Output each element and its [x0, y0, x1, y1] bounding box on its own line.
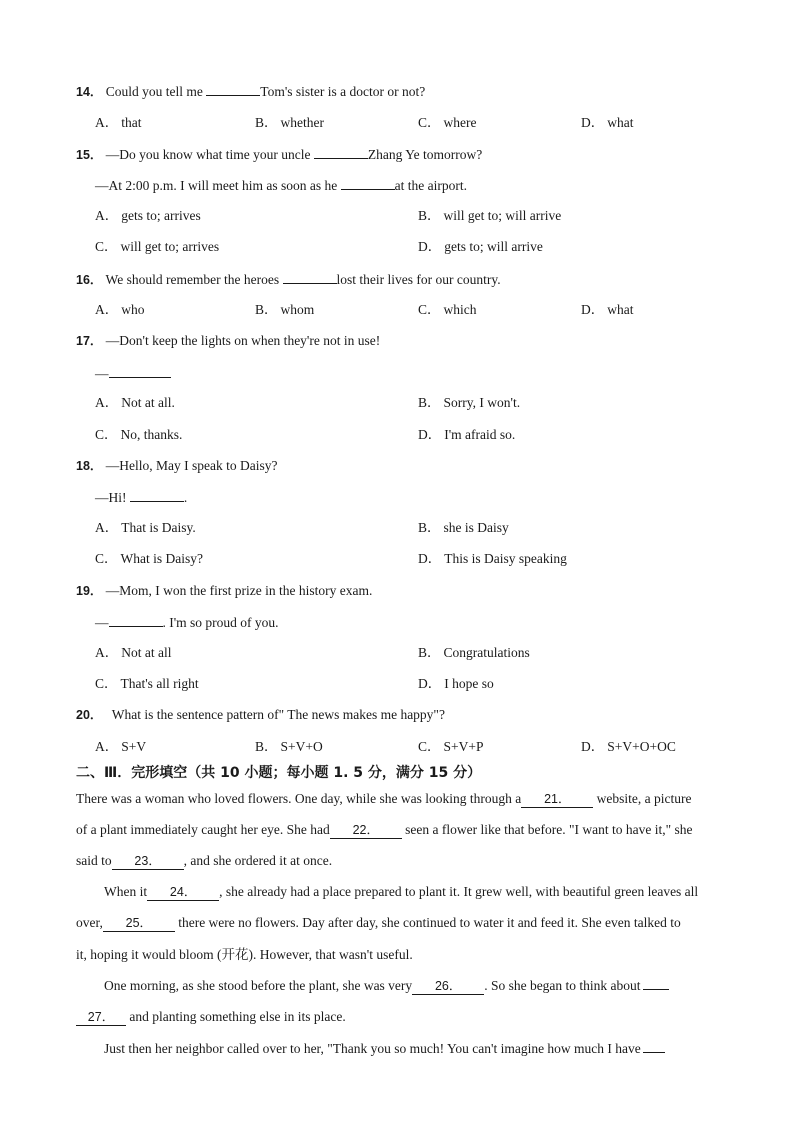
- option-a[interactable]: A． that: [95, 115, 142, 130]
- options-14: [0, 113, 794, 133]
- question-18-line2: —Hi! .: [95, 487, 187, 507]
- option-c[interactable]: C． where: [418, 115, 477, 130]
- options-17-cd: [0, 425, 794, 445]
- cloze-blank-22[interactable]: 22．: [330, 822, 402, 839]
- option-d[interactable]: D． I hope so: [418, 676, 494, 691]
- option-d[interactable]: D． what: [581, 302, 634, 317]
- question-text: Zhang Ye tomorrow?: [367, 147, 483, 162]
- options-19-cd: [0, 674, 794, 694]
- passage-line: said to 23． , and she ordered it at once.: [76, 853, 333, 868]
- question-15: [76, 144, 482, 164]
- cloze-blank-24[interactable]: 24．: [147, 884, 219, 901]
- option-c[interactable]: C． No, thanks.: [95, 427, 183, 442]
- option-c[interactable]: C． What is Daisy?: [95, 551, 203, 566]
- question-15-line2: —At 2:00 p.m. I will meet him as soon as he at the airport.: [95, 175, 467, 195]
- options-18-cd: [0, 549, 794, 569]
- passage-line: Just then her neighbor called over to her, "Thank you so much! You can't imagine how much I have: [104, 1039, 746, 1059]
- option-a[interactable]: A． Not at all: [95, 645, 172, 660]
- question-17: 17． —Don't keep the lights on when they're not in use!: [76, 333, 381, 348]
- answer-blank: [341, 175, 395, 190]
- option-c[interactable]: C． which: [418, 302, 477, 317]
- question-number: 17．: [76, 334, 103, 348]
- question-17-line2: —: [95, 363, 171, 383]
- options-15-ab: [0, 206, 794, 226]
- question-number: 16．: [76, 273, 103, 287]
- question-number: 19．: [76, 584, 103, 598]
- question-14: [76, 81, 425, 101]
- answer-blank: [109, 612, 163, 627]
- option-a[interactable]: A． S+V: [95, 739, 147, 754]
- option-a[interactable]: A． who: [95, 302, 145, 317]
- answer-blank: [206, 81, 260, 96]
- cloze-blank-27[interactable]: 27．: [76, 1009, 126, 1026]
- option-d[interactable]: D． gets to; will arrive: [418, 239, 543, 254]
- options-16: [0, 300, 794, 320]
- option-d[interactable]: D． S+V+O+OC: [581, 739, 676, 754]
- option-b[interactable]: B． whom: [255, 302, 315, 317]
- question-19-line2: — . I'm so proud of you.: [95, 612, 279, 632]
- question-text: —Do you know what time your uncle: [105, 147, 314, 162]
- question-number: 20．: [76, 708, 103, 722]
- answer-blank: [130, 487, 184, 502]
- option-b[interactable]: B． she is Daisy: [418, 520, 509, 535]
- option-d[interactable]: D． I'm afraid so.: [418, 427, 516, 442]
- answer-blank: [314, 144, 368, 159]
- section-heading: 二、Ⅲ．完形填空（共 10 小题；每小题 1. 5 分，满分 15 分）: [76, 765, 482, 781]
- option-b[interactable]: B． S+V+O: [255, 739, 323, 754]
- options-17-ab: [0, 393, 794, 413]
- option-c[interactable]: C． S+V+P: [418, 739, 484, 754]
- cloze-blank-21[interactable]: 21．: [521, 791, 593, 808]
- option-c[interactable]: C． will get to; arrives: [95, 239, 220, 254]
- option-b[interactable]: B． whether: [255, 115, 324, 130]
- option-b[interactable]: B． will get to; will arrive: [418, 208, 562, 223]
- option-a[interactable]: A． gets to; arrives: [95, 208, 201, 223]
- passage-line: 27． and planting something else in its place.: [76, 1007, 746, 1027]
- cloze-blank-25[interactable]: 25．: [103, 915, 175, 932]
- option-c[interactable]: C． That's all right: [95, 676, 199, 691]
- options-19-ab: [0, 643, 794, 663]
- question-text: Could you tell me: [105, 84, 207, 99]
- options-18-ab: [0, 518, 794, 538]
- options-15-cd: [0, 237, 794, 257]
- question-number: 14．: [76, 85, 103, 99]
- question-18: 18． —Hello, May I speak to Daisy?: [76, 458, 278, 473]
- answer-blank: [283, 269, 337, 284]
- question-text: Tom's sister is a doctor or not?: [260, 84, 426, 99]
- question-number: 18．: [76, 459, 103, 473]
- passage-line: When it 24． , she already had a place prepared to plant it. It grew well, with beautiful green leaves all: [104, 884, 699, 899]
- option-b[interactable]: B． Sorry, I won't.: [418, 395, 521, 410]
- options-20: [0, 737, 794, 757]
- option-d[interactable]: D． This is Daisy speaking: [418, 551, 567, 566]
- cloze-blank-26[interactable]: 26．: [412, 978, 484, 995]
- question-20: 20． What is the sentence pattern of" The news makes me happy"?: [76, 707, 445, 722]
- question-19: 19． —Mom, I won the first prize in the history exam.: [76, 583, 373, 598]
- passage-line: it, hoping it would bloom (开花). However, that wasn't useful.: [76, 947, 413, 962]
- passage-line: over, 25． there were no flowers. Day after day, she continued to water it and feed it. She even talked to: [76, 915, 681, 930]
- option-a[interactable]: A． Not at all.: [95, 395, 175, 410]
- cloze-blank-28-start: [643, 1052, 665, 1053]
- passage-line: of a plant immediately caught her eye. She had 22． seen a flower like that before. "I want to have it," she: [76, 822, 693, 837]
- passage-line: There was a woman who loved flowers. One day, while she was looking through a 21． website, a picture: [76, 791, 692, 806]
- cloze-blank-27-start: [643, 989, 669, 990]
- question-16: 16． We should remember the heroes lost their lives for our country.: [76, 269, 501, 289]
- option-d[interactable]: D． what: [581, 115, 634, 130]
- option-b[interactable]: B． Congratulations: [418, 645, 530, 660]
- cloze-blank-23[interactable]: 23．: [112, 853, 184, 870]
- option-a[interactable]: A． That is Daisy.: [95, 520, 196, 535]
- passage-line: One morning, as she stood before the plant, she was very 26． . So she began to think about: [104, 976, 746, 996]
- answer-blank: [109, 363, 171, 378]
- question-number: 15．: [76, 148, 103, 162]
